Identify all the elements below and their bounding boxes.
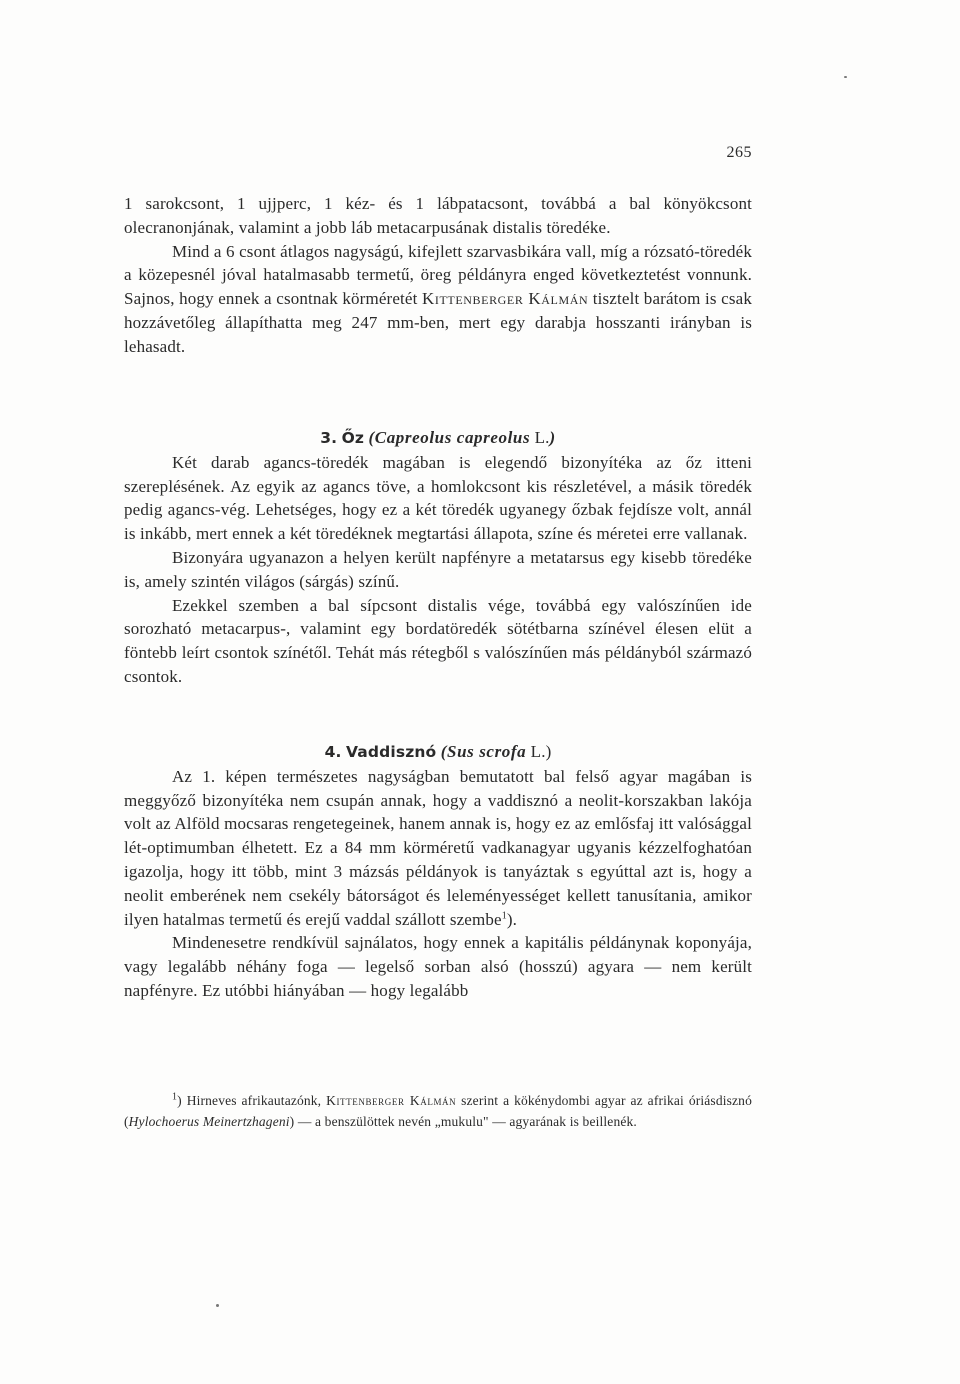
section-title: Vaddisznó bbox=[345, 743, 437, 761]
section-roe-deer bbox=[124, 426, 752, 689]
species-author: L. bbox=[534, 428, 550, 447]
paper-speck bbox=[844, 76, 847, 78]
paper-speck bbox=[216, 1304, 219, 1307]
section-title: Őz bbox=[341, 429, 365, 447]
latin-open-paren: ( bbox=[440, 742, 448, 761]
paragraph-text: ). bbox=[506, 909, 518, 929]
paragraph: Ezekkel szemben a bal sípcsont distalis vége, továbbá egy valószínűen ide sorozható metacarpus-, valamint egy bordatöredék sötétbarna színével élesen elüt a föntebb leírt csontok színétől. Tehát más rétegből s valószínűen más példányból származó csontok. bbox=[124, 595, 752, 686]
section-wild-boar bbox=[124, 740, 752, 1003]
footnote-reference: 1 bbox=[501, 909, 507, 921]
section-number: 3. bbox=[320, 429, 338, 447]
section-number: 4. bbox=[324, 743, 342, 761]
section-heading bbox=[124, 740, 752, 765]
paragraph bbox=[124, 240, 752, 359]
footnote-text-part: szerint a kökénydombi agyar az afrikai óriásdisznó ( bbox=[124, 1093, 752, 1129]
footnote-text-part: ) — a benszülöttek nevén „mukulu" — agyarának is beillenék. bbox=[289, 1114, 637, 1129]
paragraph-text: Az 1. képen természetes nagyságban bemutatott bal felső agyar magában is meggyőző bizonyítéka nem csupán annak, hogy a vaddisznó a neolit-korszakban lakója volt az Alföld mocsaras rengetegeinek, hanem annak is, hogy ez az emlősfaj itt valósággal lét-optimumban élhetett. Ez a 84 mm körméretű vadkanagyar ugyanis kézzelfoghatóan igazolja, hogy itt több, mint 3 mázsás példányok is tanyáztak s egyúttal azt is, hogy a neolit emberének nem csekély bátorságot és leleményességet kellett tanusítania, amikor ilyen hatalmas termetű és erejű vaddal szállott szembe bbox=[124, 766, 752, 929]
footnote-mark-paren: ) bbox=[177, 1093, 182, 1108]
latin-close-paren: ) bbox=[545, 742, 552, 761]
footnote bbox=[124, 1090, 752, 1132]
person-name: Kittenberger Kálmán bbox=[326, 1093, 457, 1108]
section-heading bbox=[124, 426, 752, 451]
latin-close-paren: ) bbox=[549, 428, 556, 447]
paragraph bbox=[124, 765, 752, 932]
paragraph: Bizonyára ugyanazon a helyen került napfényre a metatarsus egy kisebb töredéke is, amely szintén világos (sárgás) színű. bbox=[124, 547, 752, 591]
paragraph: Két darab agancs-töredék magában is elegendő bizonyítéka az őz itteni szereplésének. Az egyik az agancs töve, a homlokcsont kis részletével, a másik töredék pedig agancs-vég. Lehetséges, hogy ez a két töredék ugyanegy őzbak fejdísze volt, annál is inkább, mert ennek a két töredéknek megtartási állapota, színe és méretei erre vallanak. bbox=[124, 452, 752, 544]
paragraph: 1 sarokcsont, 1 ujjperc, 1 kéz- és 1 lábpatacsont, továbbá a bal könyökcsont olecranonjának, valamint a jobb láb metacarpusának distalis töredéke. bbox=[124, 194, 752, 237]
latin-name: Sus scrofa bbox=[447, 742, 527, 761]
footnote-text-part: Hirneves afrikautazónk, bbox=[186, 1093, 322, 1108]
text-block-top bbox=[124, 192, 752, 359]
footnote-text bbox=[124, 1090, 752, 1132]
person-name: Kittenberger Kálmán bbox=[422, 289, 589, 309]
page-number: 265 bbox=[726, 144, 752, 161]
footnote-mark: 1 bbox=[172, 1091, 178, 1103]
latin-name: Capreolus capreolus bbox=[374, 428, 531, 447]
species-name: Hylochoerus Meinertzhageni bbox=[128, 1114, 290, 1129]
species-author: L. bbox=[530, 742, 546, 761]
paragraph-text: Mind a 6 csont átlagos nagyságú, kifejlett szarvasbikára vall, míg a rózsató-töredék a közepesnél jóval hatalmasabb termetű, öreg példányra enged következtetést vonnunk. Sajnos, hogy ennek a csontnak körméretét bbox=[124, 241, 752, 309]
latin-open-paren: ( bbox=[368, 428, 375, 447]
paragraph: Mindenesetre rendkívül sajnálatos, hogy ennek a kapitális példánynak koponyája, vagy legalább néhány foga — legelső sorban alsó (hosszú) agyara — nem került napfényre. Ez utóbbi hiányában — hogy legalább bbox=[124, 933, 752, 1000]
paragraph-text: tisztelt barátom is csak hozzávetőleg állapíthatta meg 247 mm-ben, mert egy darabja hosszanti irányban is lehasadt. bbox=[124, 289, 752, 356]
